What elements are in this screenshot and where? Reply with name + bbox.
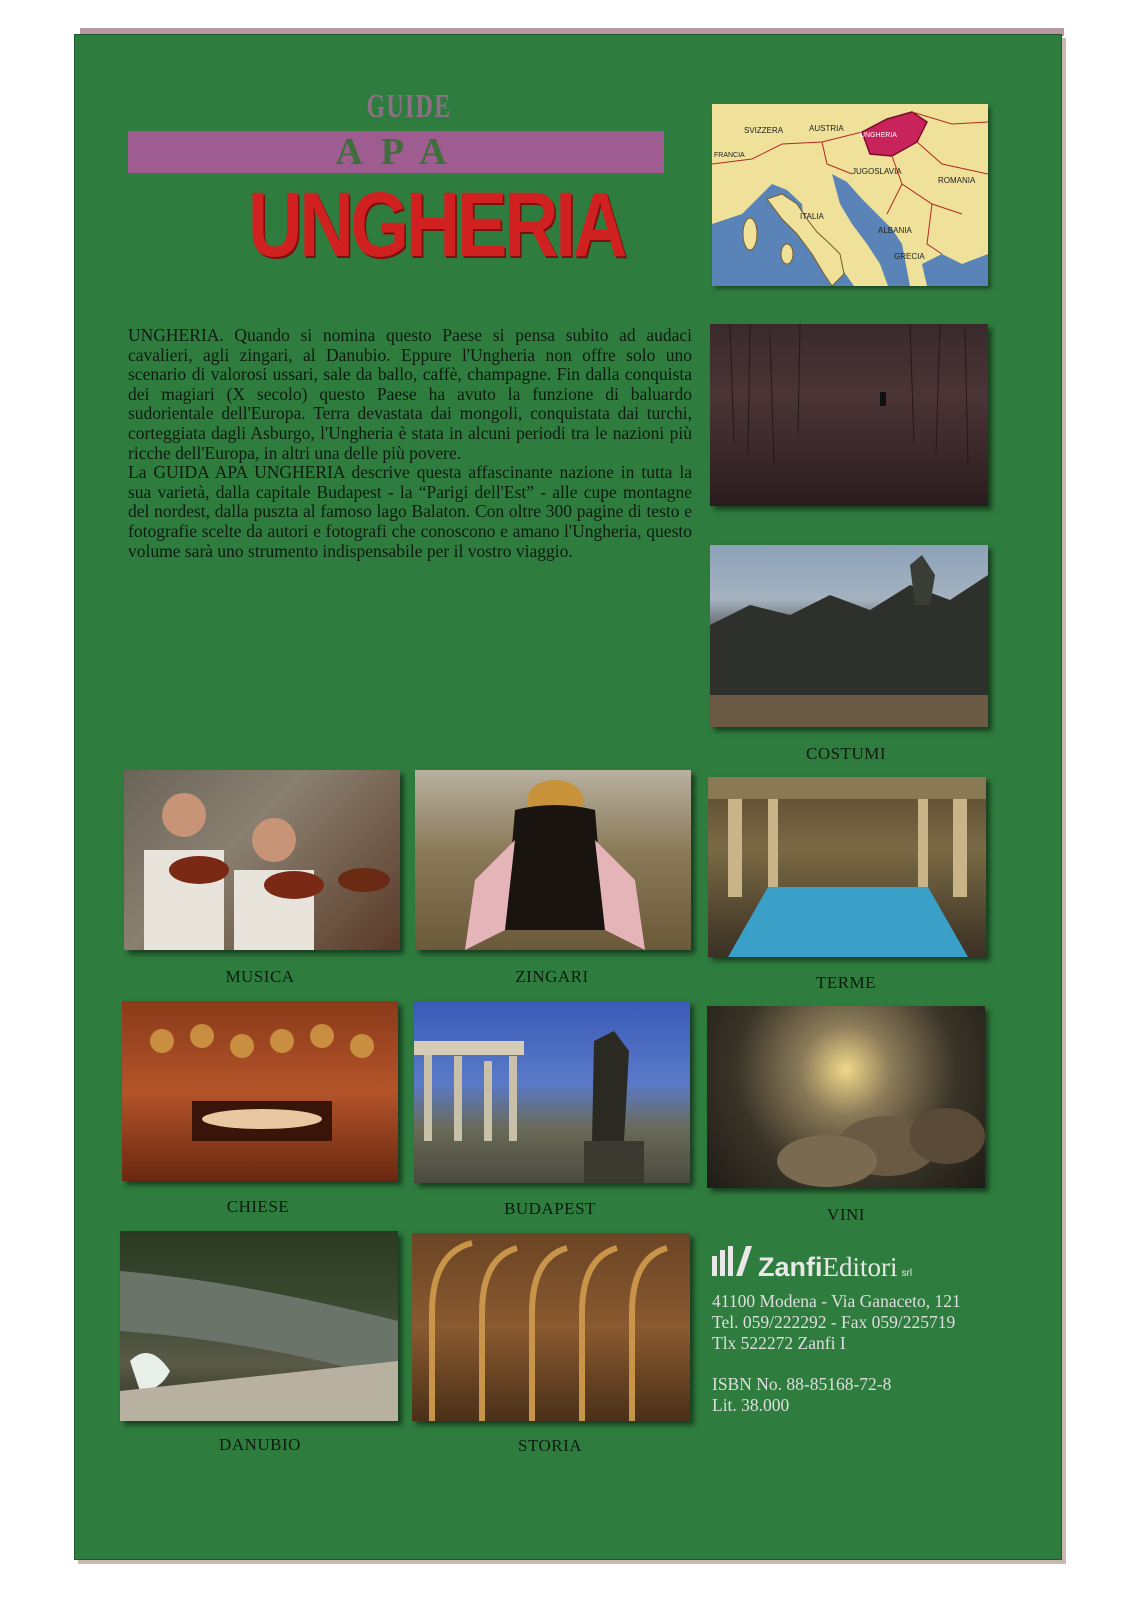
map-label-francia: FRANCIA <box>714 152 745 159</box>
photo-budapest <box>414 1001 690 1183</box>
price: Lit. 38.000 <box>712 1395 790 1415</box>
caption-storia: STORIA <box>517 1436 583 1455</box>
photo-storia <box>412 1233 690 1421</box>
map-label-grecia: GRECIA <box>894 252 925 261</box>
reeds-drawing <box>710 324 988 506</box>
statue-colonnade-drawing <box>414 1001 690 1183</box>
caption-musica: MUSICA <box>225 967 295 986</box>
photo-musica <box>124 770 400 950</box>
isbn: ISBN No. 88-85168-72-8 <box>712 1374 892 1394</box>
caption-danubio: DANUBIO <box>219 1435 301 1454</box>
caption-terme: TERME <box>815 973 877 992</box>
publisher-name-rest: Editori <box>822 1252 898 1282</box>
caption-budapest: BUDAPEST <box>504 1199 596 1218</box>
map-label-svizzera: SVIZZERA <box>744 126 784 135</box>
map-label-austria: AUSTRIA <box>809 124 844 133</box>
caption-vini: VINI <box>827 1205 865 1224</box>
photo-zingari <box>415 770 691 950</box>
map-label-romania: ROMANIA <box>938 176 976 185</box>
publisher-srl: srl <box>901 1268 913 1279</box>
river-drawing <box>120 1231 398 1421</box>
icon-painting-drawing <box>122 1001 398 1181</box>
photo-lake-reeds <box>710 324 988 506</box>
publisher-logo <box>712 1246 1002 1283</box>
map-label-italia: ITALIA <box>800 212 824 221</box>
publisher-name-bold: Zanfi <box>758 1252 823 1282</box>
series-apa: APA <box>335 131 465 173</box>
violinists-drawing <box>124 770 400 950</box>
description <box>128 326 692 561</box>
publisher-phone: Tel. 059/222292 - Fax 059/225719 <box>712 1312 956 1332</box>
book-title: UNGHERIA <box>248 174 625 276</box>
wine-cellar-drawing <box>707 1006 985 1188</box>
publisher-telex: Tlx 522272 Zanfi I <box>712 1333 846 1353</box>
gypsy-girl-drawing <box>415 770 691 950</box>
map-label-albania: ALBANIA <box>878 226 912 235</box>
baths-drawing <box>708 777 986 957</box>
publisher-bars-icon <box>712 1246 754 1276</box>
photo-danubio <box>120 1231 398 1421</box>
caption-chiese: CHIESE <box>226 1197 290 1216</box>
description-paragraph-2: La GUIDA APA UNGHERIA descrive questa affascinante nazione in tutta la sua varietà, dalla capitale Budapest - la “Parigi dell'Est” - alle cupe montagne del nordest, dalla puszta al famoso lago Balaton. Con oltre 300 pagine di testo e fotografie scelte da autori e fotografi che conoscono e amano l'Ungheria, questo volume sarà uno strumento indispensabile per il vostro viaggio. <box>128 462 692 561</box>
photo-costumi <box>710 545 988 727</box>
statue-drawing <box>710 545 988 727</box>
photo-terme <box>708 777 986 957</box>
photo-chiese <box>122 1001 398 1181</box>
europe-map <box>712 104 988 286</box>
publisher-block <box>712 1246 1002 1416</box>
map-label-jugoslavia: JUGOSLAVIA <box>852 167 902 176</box>
photo-vini <box>707 1006 985 1188</box>
caption-zingari: ZINGARI <box>515 967 589 986</box>
romanesque-portal-drawing <box>412 1233 690 1421</box>
map-label-ungheria: UNGHERIA <box>860 132 897 139</box>
caption-costumi: COSTUMI <box>805 744 886 763</box>
description-paragraph-1: UNGHERIA. Quando si nomina questo Paese si pensa subito ad audaci cavalieri, agli zingari, al Danubio. Eppure l'Ungheria non offre solo uno scenario di valorosi ussari, sale da ballo, caffè, champagne. Fin dalla conquista dei magiari (X secolo) questo Paese ha avuto la funzione di baluardo sudorientale dell'Europa. Terra devastata dai mongoli, conquistata dai turchi, corteggiata dagli Asburgo, l'Ungheria è stata in alcuni periodi tra le nazioni più ricche dell'Europa, in altri una delle più povere. <box>128 325 692 463</box>
series-label: GUIDE <box>366 88 452 125</box>
publisher-address: 41100 Modena - Via Ganaceto, 121 <box>712 1291 961 1311</box>
